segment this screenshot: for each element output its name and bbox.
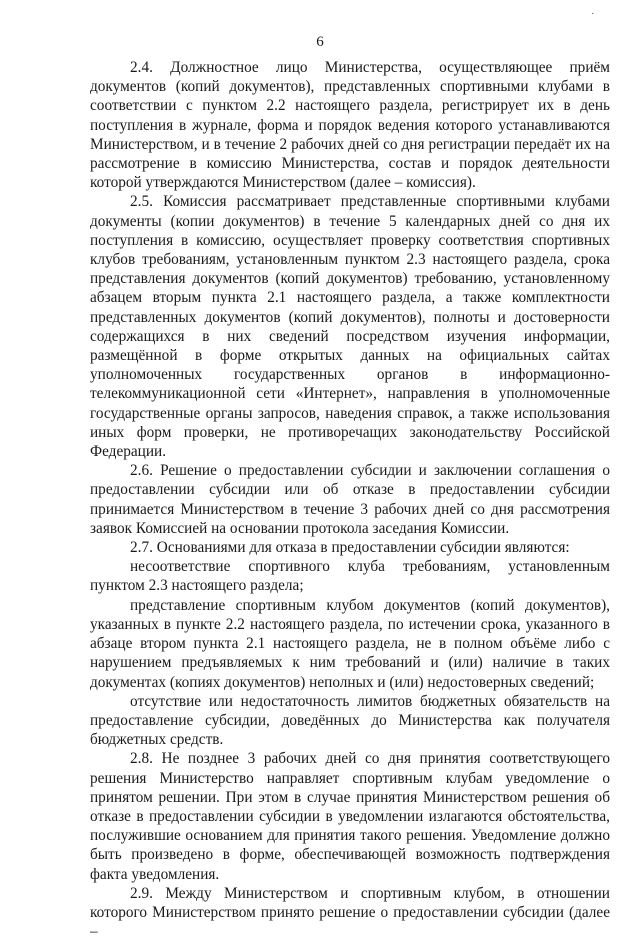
paragraph-2-7-item-3: отсутствие или недостаточность лимитов бюджетных обязательств на предоставление субсидии, доведённых до Министерства как получателя бюджетных средств. bbox=[90, 692, 610, 749]
paragraph-2-4: 2.4. Должностное лицо Министерства, осуществляющее приём документов (копий документов), представленных спортивными клубами в соответствии с пунктом 2.2 настоящего раздела, регистрирует их в день поступления в журнале, форма и порядок ведения которого устанавливаются Министерством, и в течение 2 рабочих дней со дня регистрации передаёт их на рассмотрение в комиссию Министерства, состав и порядок деятельности которой утверждаются Министерством (далее – комиссия). bbox=[90, 59, 610, 192]
paragraph-2-7: 2.7. Основаниями для отказа в предоставлении субсидии являются: bbox=[130, 539, 570, 557]
paragraph-2-7-item-1: несоответствие спортивного клуба требованиям, установленным пунктом 2.3 настоящего раздела; bbox=[90, 558, 610, 595]
document-body bbox=[90, 58, 610, 941]
corner-mark: · bbox=[591, 8, 595, 20]
page-number: 6 bbox=[316, 34, 324, 50]
paragraph-2-5: 2.5. Комиссия рассматривает представленные спортивными клубами документы (копии документов) в течение 5 календарных дней со дня их поступления в комиссию, осуществляет проверку соответствия спортивных клубов требованиям, установленным пунктом 2.3 настоящего раздела, срока представления документов (копий документов) требованию, установленному абзацем вторым пункта 2.1 настоящего раздела, а также комплектности представленных документов (копий документов), полноты и достоверности содержащихся в них сведений посредством изучения информации, размещённой в форме открытых данных на официальных сайтах уполномоченных государственных органов в информационно-телекоммуникационной сети «Интернет», направления в уполномоченные государственные органы запросов, наведения справок, а также использования иных форм проверки, не противоречащих законодательству Российской Федерации. bbox=[90, 193, 610, 461]
paragraph-2-9: 2.9. Между Министерством и спортивным клубом, в отношении которого Министерством принято решение о предоставлении субсидии (далее – bbox=[90, 884, 610, 941]
paragraph-2-7-item-2: представление спортивным клубом документов (копий документов), указанных в пункте 2.2 настоящего раздела, по истечении срока, указанного в абзаце втором пункта 2.1 настоящего раздела, не в полном объёме либо с нарушением предъявляемых к ним требований и (или) наличие в таких документах (копиях документов) неполных и (или) недостоверных сведений; bbox=[90, 596, 610, 691]
paragraph-2-8: 2.8. Не позднее 3 рабочих дней со дня принятия соответствующего решения Министерство направляет спортивным клубам уведомление о принятом решении. При этом в случае принятия Министерством решения об отказе в предоставлении субсидии в уведомлении излагаются обстоятельства, послужившие основанием для принятия такого решения. Уведомление должно быть произведено в форме, обеспечивающей возможность подтверждения факта уведомления. bbox=[90, 750, 610, 883]
paragraph-2-6: 2.6. Решение о предоставлении субсидии и заключении соглашения о предоставлении субсидии или об отказе в предоставлении субсидии принимается Министерством в течение 3 рабочих дней со дня рассмотрения заявок Комиссией на основании протокола заседания Комиссии. bbox=[90, 462, 610, 537]
